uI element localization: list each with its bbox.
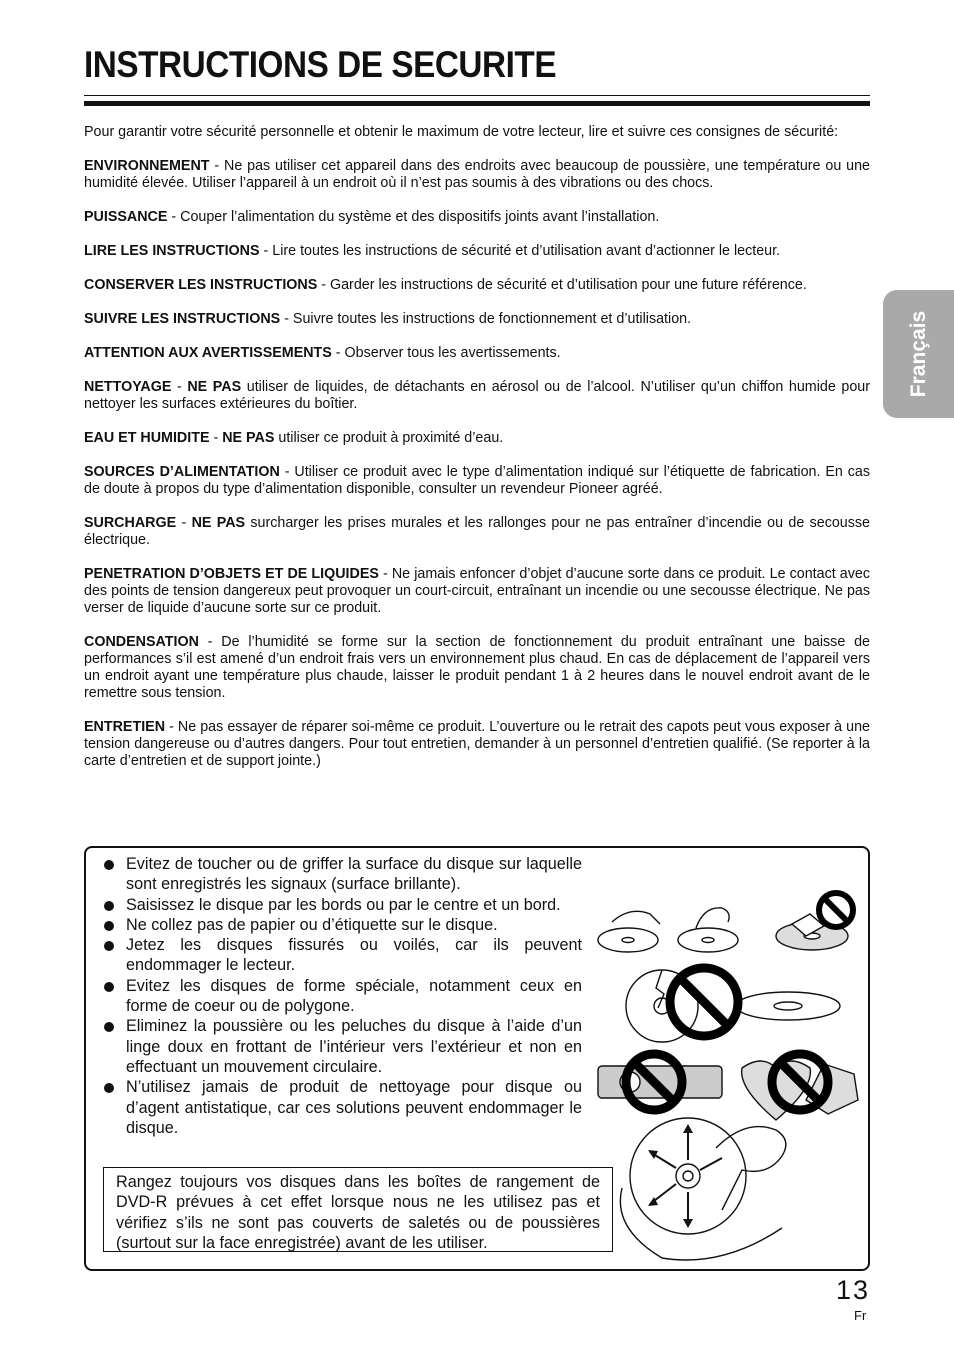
section-text: - Observer tous les avertissements.	[331, 345, 561, 361]
disc-care-text: Evitez les disques de forme spéciale, notamment ceux en forme de coeur ou de polygone.	[126, 976, 582, 1016]
section-text: - De l’humidité se forme sur la section de fonctionnement du produit entraînant une baisse de performances s’il est amené d’un endroit frais vers un environnement plus chaud. En cas de déplacement de l’appareil vers un endroit ayant une température plus chaude, laisser le produit pendant 1 à 2 heures dans le nouvel endroit avant de le remettre sous tension.	[84, 634, 870, 701]
section-text: - Utiliser ce produit avec le type d’alimentation indiqué sur l’étiquette de fabrication. En cas de doute à propos du type d’alimentation disponible, consulter un revendeur Pioneer agréé.	[84, 464, 870, 497]
bullet-icon	[104, 860, 114, 870]
safety-section	[84, 719, 870, 770]
disc-icon	[598, 928, 658, 952]
disc-icon	[678, 928, 738, 952]
disc-care-text: Jetez les disques fissurés ou voilés, car ils peuvent endommager le lecteur.	[126, 936, 582, 975]
disc-care-text: N’utilisez jamais de produit de nettoyage pour disque ou d’agent antistatique, car ces solutions peuvent endommager le disque.	[126, 1078, 582, 1137]
page-language: Fr	[854, 1308, 867, 1323]
section-warning: NE PAS	[187, 379, 242, 395]
safety-section	[84, 566, 870, 617]
disc-care-text: Evitez de toucher ou de griffer la surface du disque sur laquelle sont enregistrés les signaux (surface brillante).	[126, 855, 582, 894]
safety-section	[84, 209, 870, 226]
disc-care-text: Saisissez le disque par les bords ou par le centre et un bord.	[126, 895, 561, 914]
section-warning: NE PAS	[191, 515, 246, 531]
title-rule-thick	[84, 101, 870, 106]
page-title: INSTRUCTIONS DE SECURITE	[84, 44, 557, 85]
safety-section	[84, 158, 870, 192]
section-text: - Ne jamais enfoncer d’objet d’aucune sorte dans ce produit. Le contact avec des points de tension dangereux peut provoquer un court-circuit, entraînant un incendie ou une secousse électrique. Ne pas verser de liquide d’aucune sorte sur ce produit.	[84, 566, 870, 616]
section-text: - Ne pas utiliser cet appareil dans des endroits avec beaucoup de poussière, une température ou une humidité élevée. Utiliser l’appareil à un endroit où il n’est pas soumis à des vibrations ou des chocs.	[84, 158, 870, 191]
disc-care-bullets	[100, 854, 582, 1138]
section-label: ATTENTION AUX AVERTISSEMENTS	[84, 345, 332, 361]
disc-care-text: Ne collez pas de papier ou d’étiquette sur le disque.	[126, 915, 498, 934]
section-text: - Ne pas essayer de réparer soi-même ce produit. L’ouverture ou le retrait des capots peut vous exposer à une tension dangereuse ou d’autres dangers. Pour tout entretien, demander à un personnel d’entretien qualifié. (Se reporter à la carte d’entretien et de support jointe.)	[84, 719, 870, 769]
section-text: surcharger les prises murales et les rallonges pour ne pas entraîner d’incendie ou de secousse électrique.	[84, 515, 870, 548]
language-tab-label: Français	[906, 310, 930, 398]
section-label: ENTRETIEN	[84, 719, 166, 735]
section-text: - Suivre toutes les instructions de fonctionnement et d’utilisation.	[280, 311, 692, 327]
bullet-icon	[104, 1083, 114, 1093]
disc-care-item	[100, 935, 582, 976]
bullet-icon	[104, 1022, 114, 1032]
section-separator: -	[209, 430, 223, 446]
language-tab	[883, 290, 954, 418]
section-text: utiliser de liquides, de détachants en aérosol ou de l’alcool. N’utiliser qu’un chiffon humide pour nettoyer les surfaces extérieures du boîtier.	[84, 379, 870, 412]
disc-care-item	[100, 1016, 582, 1077]
safety-section	[84, 243, 870, 260]
safety-section	[84, 634, 870, 702]
section-label: CONSERVER LES INSTRUCTIONS	[84, 277, 318, 293]
storage-note: Rangez toujours vos disques dans les boîtes de rangement de DVD-R prévues à cet effet lorsque nous ne les utilisez pas et vérifiez s’ils ne sont pas couverts de saletés ou de poussières (surtout sur la face enregistrée) avant de les utiliser.	[103, 1167, 613, 1252]
safety-section	[84, 311, 870, 328]
hand-icon	[696, 908, 729, 928]
disc-care-item	[100, 1077, 582, 1138]
section-text: - Couper l’alimentation du système et des dispositifs joints avant l’installation.	[167, 209, 660, 225]
bullet-icon	[104, 982, 114, 992]
section-label: PUISSANCE	[84, 209, 168, 225]
section-label: PENETRATION D’OBJETS ET DE LIQUIDES	[84, 566, 379, 582]
safety-section	[84, 379, 870, 413]
hand-cloth-icon	[716, 1127, 786, 1210]
section-text: utiliser ce produit à proximité d’eau.	[274, 430, 504, 446]
section-warning: NE PAS	[222, 430, 275, 446]
section-label: SURCHARGE	[84, 515, 177, 531]
disc-care-item	[100, 854, 582, 895]
safety-section	[84, 515, 870, 549]
safety-instructions	[84, 124, 870, 787]
disc-handling-illustration	[592, 888, 864, 1264]
disc-care-box	[84, 846, 870, 1271]
bullet-icon	[104, 921, 114, 931]
bullet-icon	[104, 901, 114, 911]
safety-section	[84, 277, 870, 294]
safety-section	[84, 464, 870, 498]
disc-care-item	[100, 915, 582, 935]
disc-care-text: Eliminez la poussière ou les peluches du disque à l’aide d’un linge doux en frottant de l’intérieur vers l’extérieur et non en effectuant un mouvement circulaire.	[126, 1017, 582, 1076]
intro-paragraph: Pour garantir votre sécurité personnelle et obtenir le maximum de votre lecteur, lire et suivre ces consignes de sécurité:	[84, 124, 839, 140]
section-label: ENVIRONNEMENT	[84, 158, 210, 174]
warped-disc-icon	[736, 992, 840, 1020]
section-label: LIRE LES INSTRUCTIONS	[84, 243, 260, 259]
title-rule-thin	[84, 95, 870, 96]
disc-care-item	[100, 976, 582, 1017]
disc-care-item	[100, 895, 582, 915]
section-label: SUIVRE LES INSTRUCTIONS	[84, 311, 281, 327]
bullet-icon	[104, 941, 114, 951]
section-text: - Garder les instructions de sécurité et d’utilisation pour une future référence.	[317, 277, 807, 293]
hand-icon	[612, 911, 660, 924]
section-label: SOURCES D’ALIMENTATION	[84, 464, 280, 480]
safety-sections	[84, 158, 870, 770]
section-label: EAU ET HUMIDITE	[84, 430, 210, 446]
section-separator: -	[171, 379, 188, 395]
section-label: NETTOYAGE	[84, 379, 172, 395]
safety-section	[84, 345, 870, 362]
safety-section	[84, 430, 870, 447]
section-label: CONDENSATION	[84, 634, 199, 650]
page-number: 13	[836, 1275, 871, 1305]
section-text: - Lire toutes les instructions de sécurité et d’utilisation avant d’actionner le lecteur.	[259, 243, 781, 259]
section-separator: -	[176, 515, 192, 531]
